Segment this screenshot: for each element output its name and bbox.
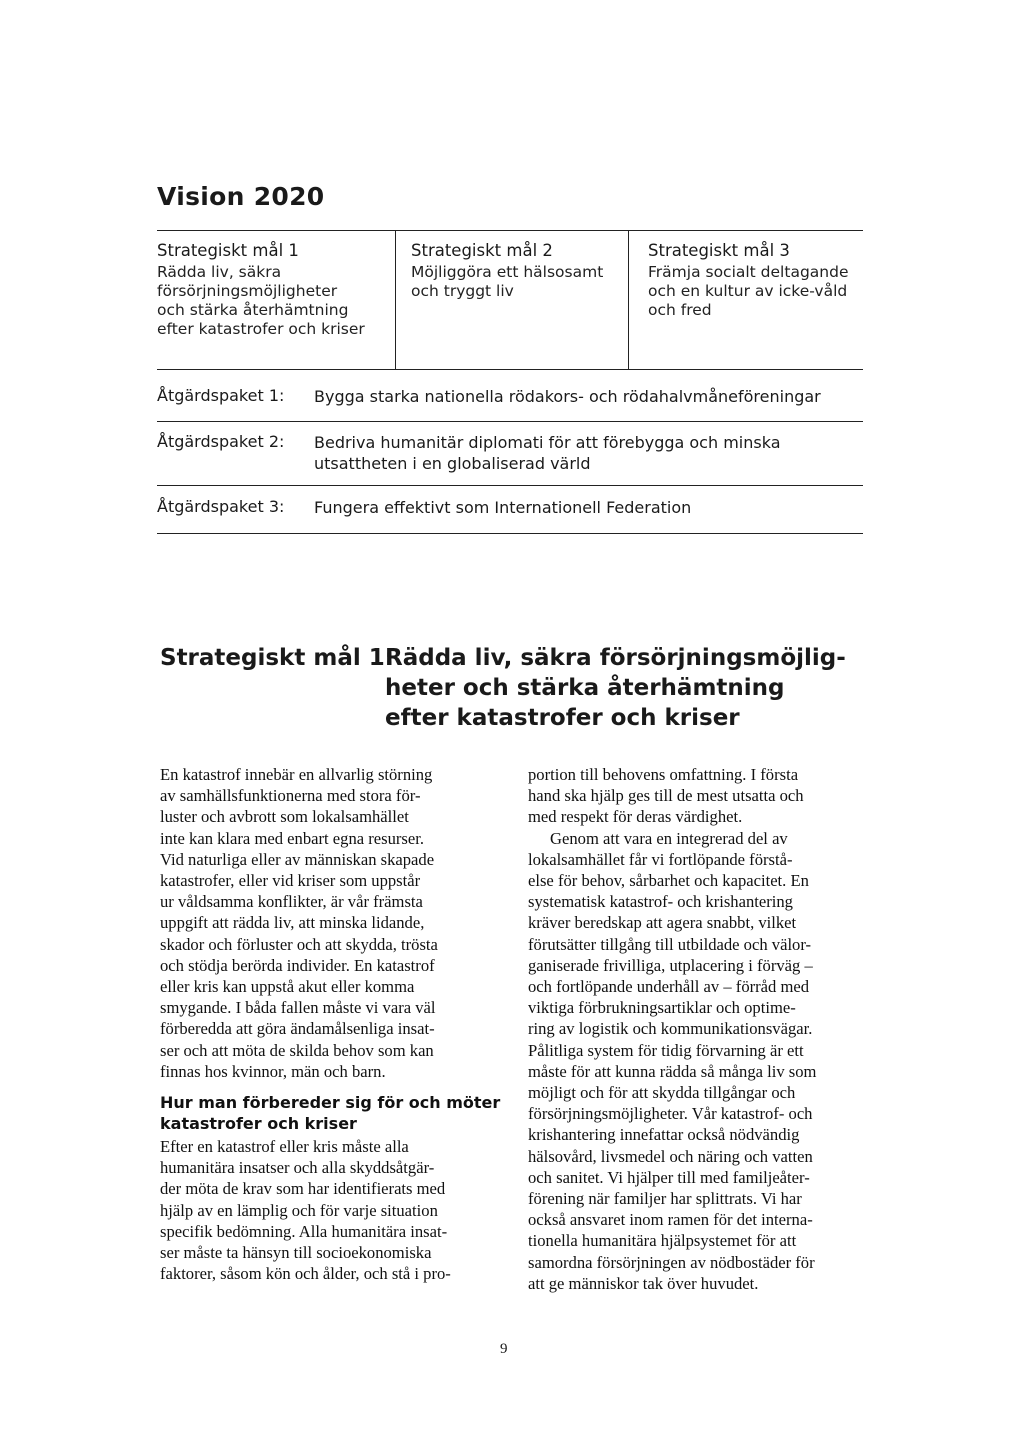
subheading-line: katastrofer och kriser	[160, 1114, 357, 1134]
text-line: och fortlöpande underhåll av – förråd med	[528, 977, 810, 997]
text-line: måste för att kunna rädda så många liv som	[528, 1061, 817, 1081]
goal-description	[157, 263, 387, 339]
text-line: luster och avbrott som lokalsamhället	[160, 807, 409, 827]
goal-line: Möjliggöra ett hälsosamt	[411, 263, 604, 281]
section-title-line: heter och stärka återhämtning	[385, 675, 785, 701]
package-label: Åtgärdspaket 1:	[157, 386, 285, 405]
divider	[157, 230, 863, 231]
page-number: 9	[500, 1341, 508, 1357]
section-title-line: Rädda liv, säkra försörjningsmöjlig-	[385, 645, 846, 671]
goal-line: försörjningsmöjligheter	[157, 282, 338, 300]
goal-line: Rädda liv, säkra	[157, 263, 282, 281]
divider	[157, 533, 863, 534]
text-line: ur våldsamma konflikter, är vår främsta	[160, 892, 423, 912]
text-line: skador och förluster och att skydda, trösta	[160, 934, 438, 954]
goal-description	[648, 263, 863, 320]
text-line: krishantering innefattar också nödvändig	[528, 1125, 800, 1145]
text-line: samordna försörjningen av nödbostäder för	[528, 1252, 815, 1272]
text-line: förening när familjer har splittrats. Vi har	[528, 1189, 802, 1209]
package-line: Bygga starka nationella rödakors- och rödahalvmåneföreningar	[314, 387, 821, 406]
text-line: kräver beredskap att agera snabbt, vilket	[528, 913, 797, 933]
text-line: förutsätter tillgång till utbildade och välor-	[528, 934, 812, 954]
section-label: Strategiskt mål 1:	[160, 645, 394, 671]
paragraph	[528, 828, 863, 1294]
text-line: och sanitet. Vi hjälper till med familjeåter-	[528, 1167, 810, 1187]
text-line: inte kan klara med enbart egna resurser.	[160, 828, 425, 848]
text-line: En katastrof innebär en allvarlig störning	[160, 765, 433, 784]
divider	[157, 485, 863, 486]
text-line: Pålitliga system för tidig förvarning är ett	[528, 1040, 804, 1060]
text-line: tionella humanitära hjälpsystemet för att	[528, 1231, 797, 1251]
text-line: att ge människor tak över huvudet.	[528, 1273, 759, 1293]
divider	[157, 369, 863, 370]
goal-2	[411, 241, 626, 301]
goal-line: Främja socialt deltagande	[648, 263, 849, 281]
package-text	[314, 432, 844, 474]
left-column	[160, 764, 501, 1284]
goal-title: Strategiskt mål 3	[648, 241, 790, 260]
subheading	[160, 1092, 501, 1134]
text-line: specifik bedömning. Alla humanitära insat-	[160, 1221, 448, 1241]
text-line: Efter en katastrof eller kris måste alla	[160, 1137, 409, 1157]
text-line: ser och att möta de skilda behov som kan	[160, 1040, 434, 1060]
package-text	[314, 386, 844, 407]
text-line: smygande. I båda fallen måste vi vara väl	[160, 998, 436, 1018]
goal-3	[648, 241, 863, 320]
text-line: humanitära insatser och alla skyddsåtgär-	[160, 1158, 435, 1178]
goal-line: och tryggt liv	[411, 282, 514, 300]
text-line: else för behov, sårbarhet och kapacitet. En	[528, 871, 809, 891]
text-line: möjligt och för att skydda tillgångar och	[528, 1083, 796, 1103]
paragraph	[528, 764, 863, 828]
text-line: ganiserade frivilliga, utplacering i förväg –	[528, 955, 813, 975]
right-column	[528, 764, 863, 1294]
text-line: förberedda att göra ändamålsenliga insat-	[160, 1019, 435, 1039]
text-line: Vid naturliga eller av människan skapade	[160, 849, 435, 869]
goal-line: och stärka återhämtning	[157, 301, 349, 319]
text-line: med respekt för deras värdighet.	[528, 807, 743, 827]
section-title	[385, 643, 846, 733]
package-line: Bedriva humanitär diplomati för att förebygga och minska	[314, 433, 781, 452]
paragraph	[160, 764, 495, 1082]
goal-line: och en kultur av icke-våld	[648, 282, 848, 300]
text-line: lokalsamhället får vi fortlöpande förstå-	[528, 849, 793, 869]
text-line: också ansvaret inom ramen för det interna-	[528, 1210, 813, 1230]
text-line: av samhällsfunktionerna med stora för-	[160, 786, 421, 806]
divider	[157, 421, 863, 422]
text-line: hand ska hjälp ges till de mest utsatta och	[528, 786, 804, 806]
text-line: finnas hos kvinnor, män och barn.	[160, 1061, 386, 1081]
subheading-line: Hur man förbereder sig för och möter	[160, 1093, 501, 1113]
column-divider	[395, 230, 396, 370]
text-line: faktorer, såsom kön och ålder, och stå i pro-	[160, 1264, 451, 1284]
package-text	[314, 497, 844, 518]
goal-line: efter katastrofer och kriser	[157, 320, 365, 338]
package-label: Åtgärdspaket 3:	[157, 497, 285, 516]
package-line: utsattheten i en globaliserad värld	[314, 454, 591, 473]
text-line: katastrofer, eller vid kriser som uppstår	[160, 871, 421, 891]
text-line: försörjningsmöjligheter. Vår katastrof- och	[528, 1104, 813, 1124]
goal-line: och fred	[648, 301, 712, 319]
goal-description	[411, 263, 626, 301]
goal-title: Strategiskt mål 2	[411, 241, 553, 260]
text-line: systematisk katastrof- och krishantering	[528, 892, 793, 912]
text-line: uppgift att rädda liv, att minska lidande,	[160, 913, 425, 933]
goal-title: Strategiskt mål 1	[157, 241, 299, 260]
text-line: ser måste ta hänsyn till socioekonomiska	[160, 1243, 432, 1263]
goal-1	[157, 241, 387, 339]
package-line: Fungera effektivt som Internationell Federation	[314, 498, 692, 517]
text-line: ring av logistik och kommunikationsvägar.	[528, 1019, 813, 1039]
text-line: der möta de krav som har identifierats med	[160, 1179, 446, 1199]
vision-title: Vision 2020	[157, 182, 325, 211]
paragraph	[160, 1136, 495, 1284]
text-line: Genom att vara en integrerad del av	[550, 828, 788, 848]
text-line: portion till behovens omfattning. I första	[528, 765, 799, 784]
section-title-line: efter katastrofer och kriser	[385, 705, 740, 731]
text-line: eller kris kan uppstå akut eller komma	[160, 977, 415, 997]
package-label: Åtgärdspaket 2:	[157, 432, 285, 451]
text-line: hjälp av en lämplig och för varje situation	[160, 1200, 438, 1220]
text-line: och stödja berörda individer. En katastrof	[160, 955, 435, 975]
text-line: viktiga förbrukningsartiklar och optime-	[528, 998, 796, 1018]
column-divider	[628, 230, 629, 370]
text-line: hälsovård, livsmedel och näring och vatten	[528, 1146, 813, 1166]
